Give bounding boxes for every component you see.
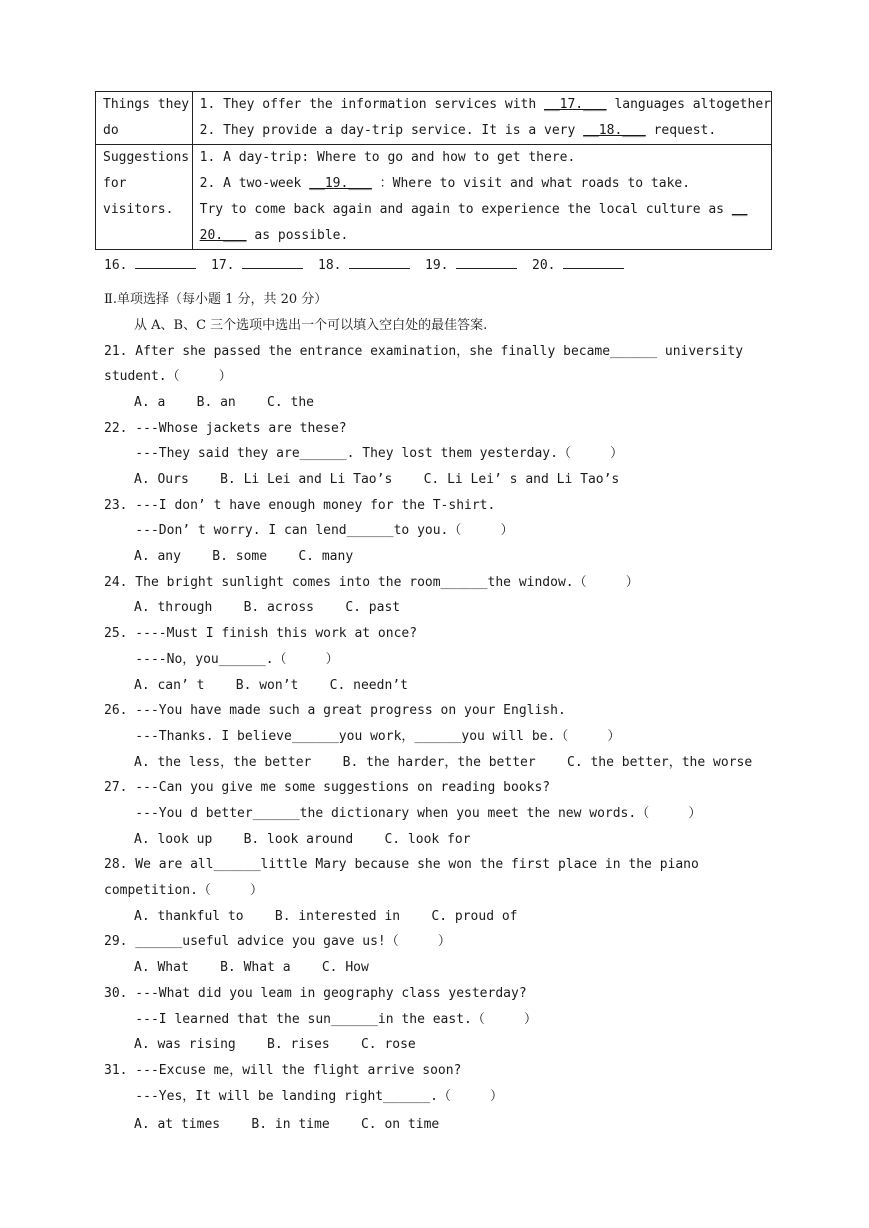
question-line: 27. ---Can you give me some suggestions on reading books?: [104, 780, 551, 795]
row-heading-line: visitors.: [103, 202, 174, 217]
question-options: A. a B. an C. the: [134, 395, 315, 410]
row-heading-cell: [96, 145, 193, 250]
question-line: ---I learned that the sun______in the east.（ ）: [104, 1012, 537, 1027]
row-heading-line: for: [103, 176, 127, 191]
answer-number: 17.: [211, 258, 235, 273]
question-line: ---Don’ t worry. I can lend______to you.（ ）: [104, 523, 514, 538]
question-line: 26. ---You have made such a great progress on your English.: [104, 703, 566, 718]
question-options: A. can’ t B. won’t C. needn’t: [134, 678, 408, 693]
line-text: request.: [645, 123, 717, 138]
question-options: A. through B. across C. past: [134, 600, 401, 615]
question-options: A. was rising B. rises C. rose: [134, 1037, 416, 1052]
answer-line: [349, 256, 410, 269]
question-options: A. at times B. in time C. on time: [134, 1117, 440, 1132]
question-line: 23. ---I don’ t have enough money for the T-shirt.: [104, 498, 496, 513]
question-line: 22. ---Whose jackets are these?: [104, 421, 347, 436]
line-text: Try to come back again and again to experience the local culture as: [199, 202, 732, 217]
answer-blank-17: [211, 256, 303, 274]
table-row: [96, 92, 772, 145]
question-line: ---Thanks. I believe______you work，______you will be.（ ）: [104, 729, 621, 744]
question-line: 29. ______useful advice you gave us!（ ）: [104, 934, 451, 949]
line-text: 1. They offer the information services with: [199, 97, 544, 112]
line-text: ：Where to visit and what roads to take.: [371, 176, 691, 191]
question-options: A. What B. What a C. How: [134, 960, 369, 975]
section-instruction: 从 A、B、C 三个选项中选出一个可以填入空白处的最佳答案.: [134, 318, 488, 333]
answer-blank-20: [532, 256, 624, 274]
answer-line: [242, 256, 303, 269]
blank-20: 20.___: [199, 228, 247, 243]
content-line: [200, 223, 771, 249]
content-line: [200, 118, 771, 144]
answer-number: 19.: [425, 258, 449, 273]
question-line: ---Yes，It will be landing right______.（ ）: [104, 1089, 504, 1104]
answer-number: 20.: [532, 258, 556, 273]
question-line: ---They said they are______. They lost them yesterday.（ ）: [104, 446, 624, 461]
line-text: 2. A two-week: [199, 176, 310, 191]
content-line: [200, 197, 771, 223]
blank-19: __19.___: [309, 176, 372, 191]
question-line: 21. After she passed the entrance examination，she finally became______ university: [104, 344, 744, 359]
question-line: 24. The bright sunlight comes into the room______the window.（ ）: [104, 575, 639, 590]
row-heading-line: Things they: [103, 97, 190, 112]
question-line: 31. ---Excuse me，will the flight arrive soon?: [104, 1063, 462, 1078]
line-text: 1. A day-trip: Where to go and how to get there.: [199, 150, 576, 165]
question-options: A. look up B. look around C. look for: [134, 832, 471, 847]
line-text: as possible.: [246, 228, 349, 243]
line-text: languages altogether: [606, 97, 771, 112]
row-heading-cell: [96, 92, 193, 145]
row-heading-line: Suggestions: [103, 150, 190, 165]
question-line: 25. ----Must I finish this work at once?: [104, 626, 418, 641]
question-options: A. thankful to B. interested in C. proud of: [134, 909, 518, 924]
question-line: 28. We are all______little Mary because she won the first place in the piano: [104, 857, 699, 872]
content-line: [200, 92, 771, 118]
answer-line: [563, 256, 624, 269]
answer-blank-18: [318, 256, 410, 274]
answer-line: [135, 256, 196, 269]
reading-summary-table: [95, 91, 772, 250]
table-row: [96, 145, 772, 250]
blank-20-start: __: [731, 202, 748, 217]
answer-blank-19: [425, 256, 517, 274]
row-content-cell: [192, 145, 771, 250]
answer-number: 18.: [318, 258, 342, 273]
answer-number: 16.: [104, 258, 128, 273]
question-line: ----No，you______.（ ）: [104, 652, 339, 667]
question-options: A. the less，the better B. the harder，the better C. the better，the worse: [134, 755, 753, 770]
line-text: 2. They provide a day-trip service. It is a very: [199, 123, 584, 138]
row-content-cell: [192, 92, 771, 145]
blank-17: __17.___: [544, 97, 607, 112]
question-line: ---You d better______the dictionary when you meet the new words.（ ）: [104, 806, 702, 821]
question-options: A. Ours B. Li Lei and Li Tao’s C. Li Lei’ s and Li Tao’s: [134, 472, 620, 487]
row-heading-line: do: [103, 123, 119, 138]
question-line: competition.（ ）: [104, 883, 264, 898]
section-title: Ⅱ.单项选择（每小题 1 分，共 20 分）: [104, 292, 328, 307]
question-line: 30. ---What did you leam in geography class yesterday?: [104, 986, 527, 1001]
answer-blank-16: [104, 256, 196, 274]
content-line: [200, 145, 771, 171]
answer-line: [456, 256, 517, 269]
question-line: student.（ ）: [104, 369, 232, 384]
question-options: A. any B. some C. many: [134, 549, 354, 564]
content-line: [200, 171, 771, 197]
blank-18: __18.___: [583, 123, 646, 138]
